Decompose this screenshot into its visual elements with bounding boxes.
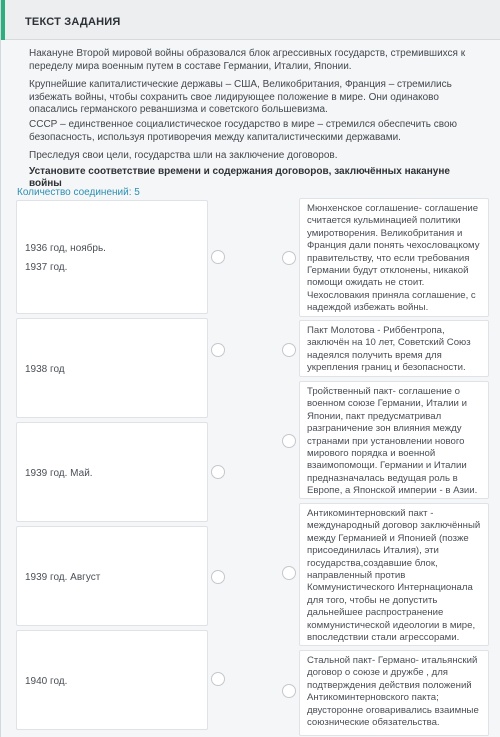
right-item-molotov-ribbentrop[interactable] — [299, 320, 489, 377]
left-radio-1[interactable] — [211, 250, 225, 264]
left-item-label: 1937 год. — [25, 262, 68, 273]
left-radio-3[interactable] — [211, 465, 225, 479]
right-item-text: Пакт Молотова - Риббентропа, заключён на 10 лет, Советский Союз надеялся получить время для укрепления границ и безопасности. — [307, 325, 471, 374]
header-accent-bar — [1, 0, 5, 40]
task-header — [1, 0, 500, 40]
left-item-1939-august[interactable] — [16, 526, 208, 626]
right-item-text: Антикоминтерновский пакт - международный договор заключённый между Германией и Японией (позже присоединилась Италия), эти государства,создавшие блок, направленный против Коммунистического Интернационала для того, чтобы не допустить дальнейшее распространение коммунистической идеологии в мире, впоследствии стали агрессорами. — [307, 508, 481, 644]
left-radio-2[interactable] — [211, 343, 225, 357]
task-paragraph-1: Накануне Второй мировой войны образовался блок агрессивных государств, стремившихся к переделу мира военным путем в составе Германии, Италии, Японии. — [29, 48, 466, 72]
task-header-title: ТЕКСТ ЗАДАНИЯ — [25, 16, 121, 28]
right-item-text: Тройственный пакт- соглашение о военном союзе Германии, Италии и Японии, пакт предусматривал разграничение зон влияния между странами при установлении нового мирового порядка и военной взаимопомощи. Германии и Италии предназначалась ведущая роль в Европе, а Японской империи - в Азии. — [307, 386, 478, 497]
right-item-text: Мюнхенское соглашение- соглашение считается кульминацией политики умиротворения. Великобритания и Франция дали понять чехословацкому правительству, что если требования Германии будут отклонены, никакой помощи ожидать не стоит. Чехословакия приняла соглашение, с надеждой избежать войны. — [307, 203, 480, 314]
right-item-anti-comintern[interactable] — [299, 503, 489, 646]
left-item-label: 1939 год. Август — [25, 572, 101, 583]
left-radio-4[interactable] — [211, 570, 225, 584]
right-item-steel-pact[interactable] — [299, 650, 489, 736]
left-item-label: 1936 год, ноябрь. — [25, 243, 106, 254]
right-radio-1[interactable] — [282, 251, 296, 265]
task-paragraph-3: СССР – единственное социалистическое государство в мире – стремился обеспечить свою безопасность, используя противоречия между капиталистическими державами. — [29, 119, 458, 143]
right-radio-4[interactable] — [282, 566, 296, 580]
right-radio-3[interactable] — [282, 434, 296, 448]
right-item-text: Стальной пакт- Германо- итальянский договор о союзе и дружбе , для подтверждения действия положений Антикоминтерновского пакта; двусторонне оговаривались взаимные союзнические обязательства. — [307, 655, 479, 729]
right-radio-2[interactable] — [282, 343, 296, 357]
left-item-1939-may[interactable] — [16, 422, 208, 522]
left-item-1940[interactable] — [16, 630, 208, 730]
task-paragraph-2: Крупнейшие капиталистические державы – США, Великобритания, Франция – стремились избежать войны, чтобы сохранить свое лидирующее положение в мире. Они одинаково опасались германского реваншизма и советского большевизма. — [29, 79, 452, 115]
left-item-label: 1939 год. Май. — [25, 468, 93, 479]
left-item-1938[interactable] — [16, 318, 208, 418]
left-item-label: 1940 год. — [25, 676, 68, 687]
left-item-label: 1938 год — [25, 364, 65, 375]
left-item-1936-1937[interactable] — [16, 200, 208, 314]
connections-count: Количество соединений: 5 — [17, 187, 140, 198]
right-item-munich[interactable] — [299, 198, 489, 317]
left-radio-5[interactable] — [211, 672, 225, 686]
task-instruction: Установите соответствие времени и содержания договоров, заключённых накануне войны — [29, 166, 450, 189]
right-radio-5[interactable] — [282, 684, 296, 698]
right-item-tripartite[interactable] — [299, 381, 489, 499]
task-paragraph-4: Преследуя свои цели, государства шли на заключение договоров. — [29, 150, 338, 161]
